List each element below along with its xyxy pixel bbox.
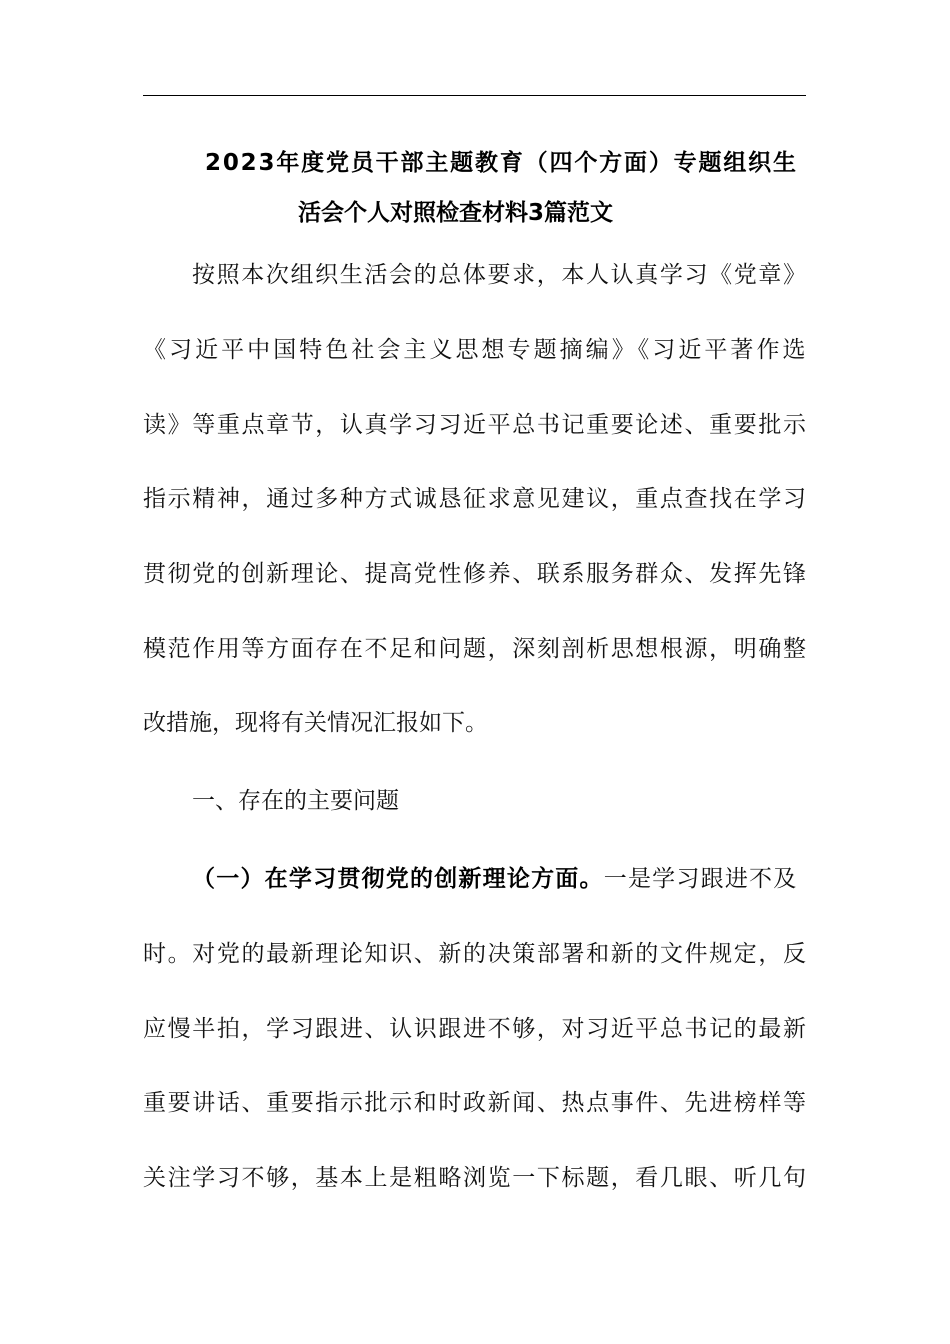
intro-paragraph-line-2: 《习近平中国特色社会主义思想专题摘编》《习近平著作选 xyxy=(143,337,809,363)
subsection-line-2: 时。对党的最新理论知识、新的决策部署和新的文件规定，反 xyxy=(143,941,808,967)
subsection-first-line-text: 一是学习跟进不及 xyxy=(603,866,798,892)
header-rule xyxy=(143,95,806,96)
subsection-heading: （一）在学习贯彻党的创新理论方面。 xyxy=(192,866,604,892)
subsection-line-3: 应慢半拍，学习跟进、认识跟进不够，对习近平总书记的最新 xyxy=(143,1016,808,1042)
document-title-line-2: 活会个人对照检查材料3篇范文 xyxy=(298,200,614,226)
subsection-first-line xyxy=(192,864,797,894)
intro-paragraph-line-3: 读》等重点章节，认真学习习近平总书记重要论述、重要批示 xyxy=(143,412,808,438)
subsection-line-4: 重要讲话、重要指示批示和时政新闻、热点事件、先进榜样等 xyxy=(143,1090,808,1116)
intro-paragraph-line-5: 贯彻党的创新理论、提高党性修养、联系服务群众、发挥先锋 xyxy=(143,561,808,587)
document-title-line-1: 2023年度党员干部主题教育（四个方面）专题组织生 xyxy=(205,150,798,176)
intro-paragraph-line-6: 模范作用等方面存在不足和问题，深刻剖析思想根源，明确整 xyxy=(143,636,808,662)
intro-paragraph-line-1: 按照本次组织生活会的总体要求，本人认真学习《党章》 xyxy=(192,262,808,288)
section-heading: 一、存在的主要问题 xyxy=(192,788,399,814)
intro-paragraph-line-7: 改措施，现将有关情况汇报如下。 xyxy=(143,710,488,736)
intro-paragraph-line-4: 指示精神，通过多种方式诚恳征求意见建议，重点查找在学习 xyxy=(143,486,808,512)
subsection-line-5: 关注学习不够，基本上是粗略浏览一下标题，看几眼、听几句 xyxy=(143,1165,808,1191)
